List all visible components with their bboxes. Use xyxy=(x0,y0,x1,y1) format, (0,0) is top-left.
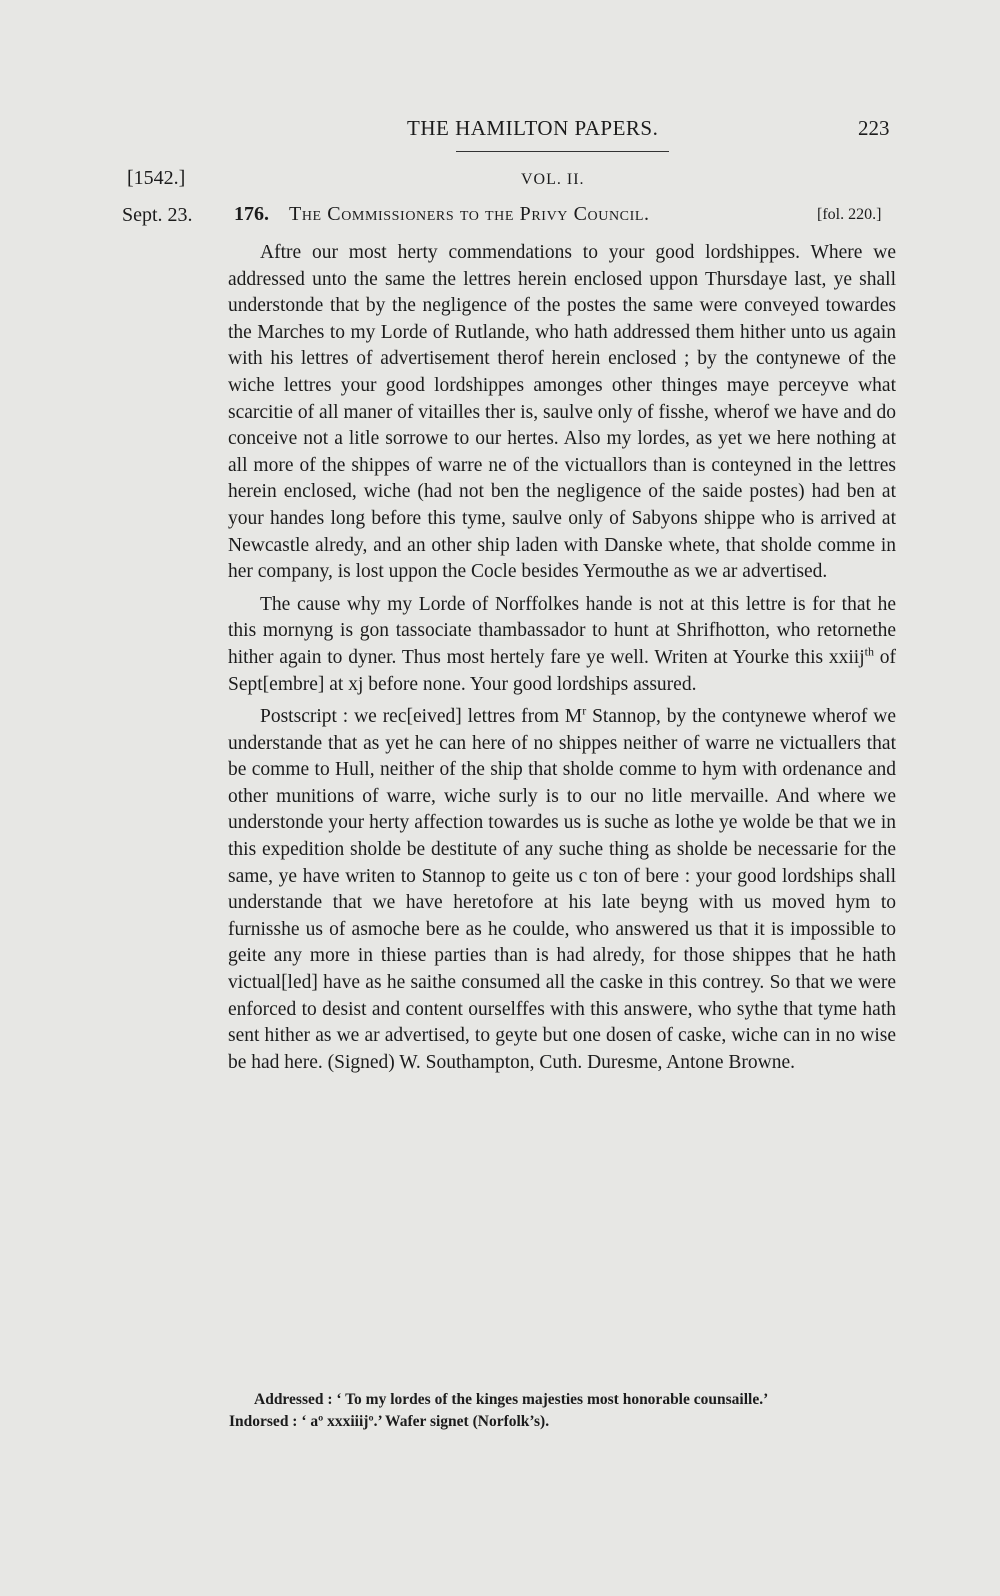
folio-reference: [fol. 220.] xyxy=(817,206,882,223)
document-title: The Commissioners to the Privy Council. xyxy=(289,203,650,225)
indorsed-line: Indorsed : ‘ aº xxxiiijº.’ Wafer signet (Norfolk’s). xyxy=(229,1413,550,1430)
superscript-r: r xyxy=(582,703,587,718)
paragraph-1: Aftre our most herty commendations to your good lordshippes. Where we addressed unto the same the lettres herein enclosed uppon Thursdaye last, ye shall understonde that by the negligence of the postes the same were conveyed towardes the Marches to my Lorde of Rutlande, who hath addressed them hither unto us again with his lettres of advertisement therof herein enclosed ; by the contynewe of the wiche lettres your good lordshippes amonges other thinges maye perceyve what scarcitie of all maner of vitailles ther is, saulve only of fisshe, wherof we have and do conceive not a litle sorrowe to our hertes. Also my lordes, as yet we here nothing at all more of the shippes of warre ne of the victuallors than is conteyned in the lettres herein enclosed, wiche (had not ben the negligence of the saide postes) had ben at your handes long before this tyme, saulve only of Sabyons shippe who is arrived at Newcastle alredy, and an other ship laden with Danske whete, that sholde comme in her company, is lost uppon the Cocle besides Yermouthe as we ar advertised. xyxy=(228,242,896,583)
postscript-text-a: Postscript : we rec[eived] lettres from M xyxy=(260,706,583,728)
endorsement-note xyxy=(229,1389,914,1433)
paragraph-postscript xyxy=(228,704,896,1076)
margin-date: Sept. 23. xyxy=(122,204,193,226)
addressed-line: Addressed : ‘ To my lordes of the kinges majesties most honorable counsaille.’ xyxy=(254,1391,769,1408)
volume-label: VOL. II. xyxy=(521,171,585,188)
paragraph-2-text-b: of Sept[embre] at xj before none. Your good lordships assured. xyxy=(228,646,897,695)
superscript-th: th xyxy=(864,644,874,659)
document-number: 176. xyxy=(234,203,269,225)
paragraph-2-text-a: The cause why my Lorde of Norffolkes hande is not at this lettre is for that he this mornyng is gon tassociate thambassador to hunt at Shrifhotton, who retornethe hither again to dyner. Thus most hertely fare ye well. Writen at Yourke this xxiij xyxy=(228,593,896,668)
letter-body xyxy=(228,240,896,1082)
running-head-title: THE HAMILTON PAPERS. xyxy=(407,116,659,140)
margin-year: [1542.] xyxy=(127,167,186,189)
postscript-text-b: Stannop, by the contynewe wherof we understande that as yet he can here of no shippes neither of warre ne victuallers that be comme to Hull, neither of the ship that sholde comme to hym with ordenance and other munitions of warre, wiche surly is to our no litle mervaille. And where we understonde your herty affection towardes us is suche as lothe ye wolde be that we in this expedition sholde be destitute of any suche thing as sholde be necessarie for the same, ye have writen to Stannop to geite us c ton of bere : your good lordships shall understande that we have heretofore at his late beyng with us moved hym to furnisshe us of asmoche bere as he coulde, who answered us that it is impossible to geite any more in thiese parties than is had alredy, for those shippes that he hath victual[led] have as he saithe consumed all the caske in this contrey. So that we were enforced to desist and content ourselffes with this answere, who sythe that tyme hath sent hither as we ar advertised, to geyte but one dosen of caske, wiche can in no wise be had here. (Signed) W. Southampton, Cuth. Duresme, Antone Browne. xyxy=(228,706,896,1073)
header-rule xyxy=(456,151,669,152)
page-number: 223 xyxy=(858,116,890,140)
paragraph-2 xyxy=(228,592,896,698)
